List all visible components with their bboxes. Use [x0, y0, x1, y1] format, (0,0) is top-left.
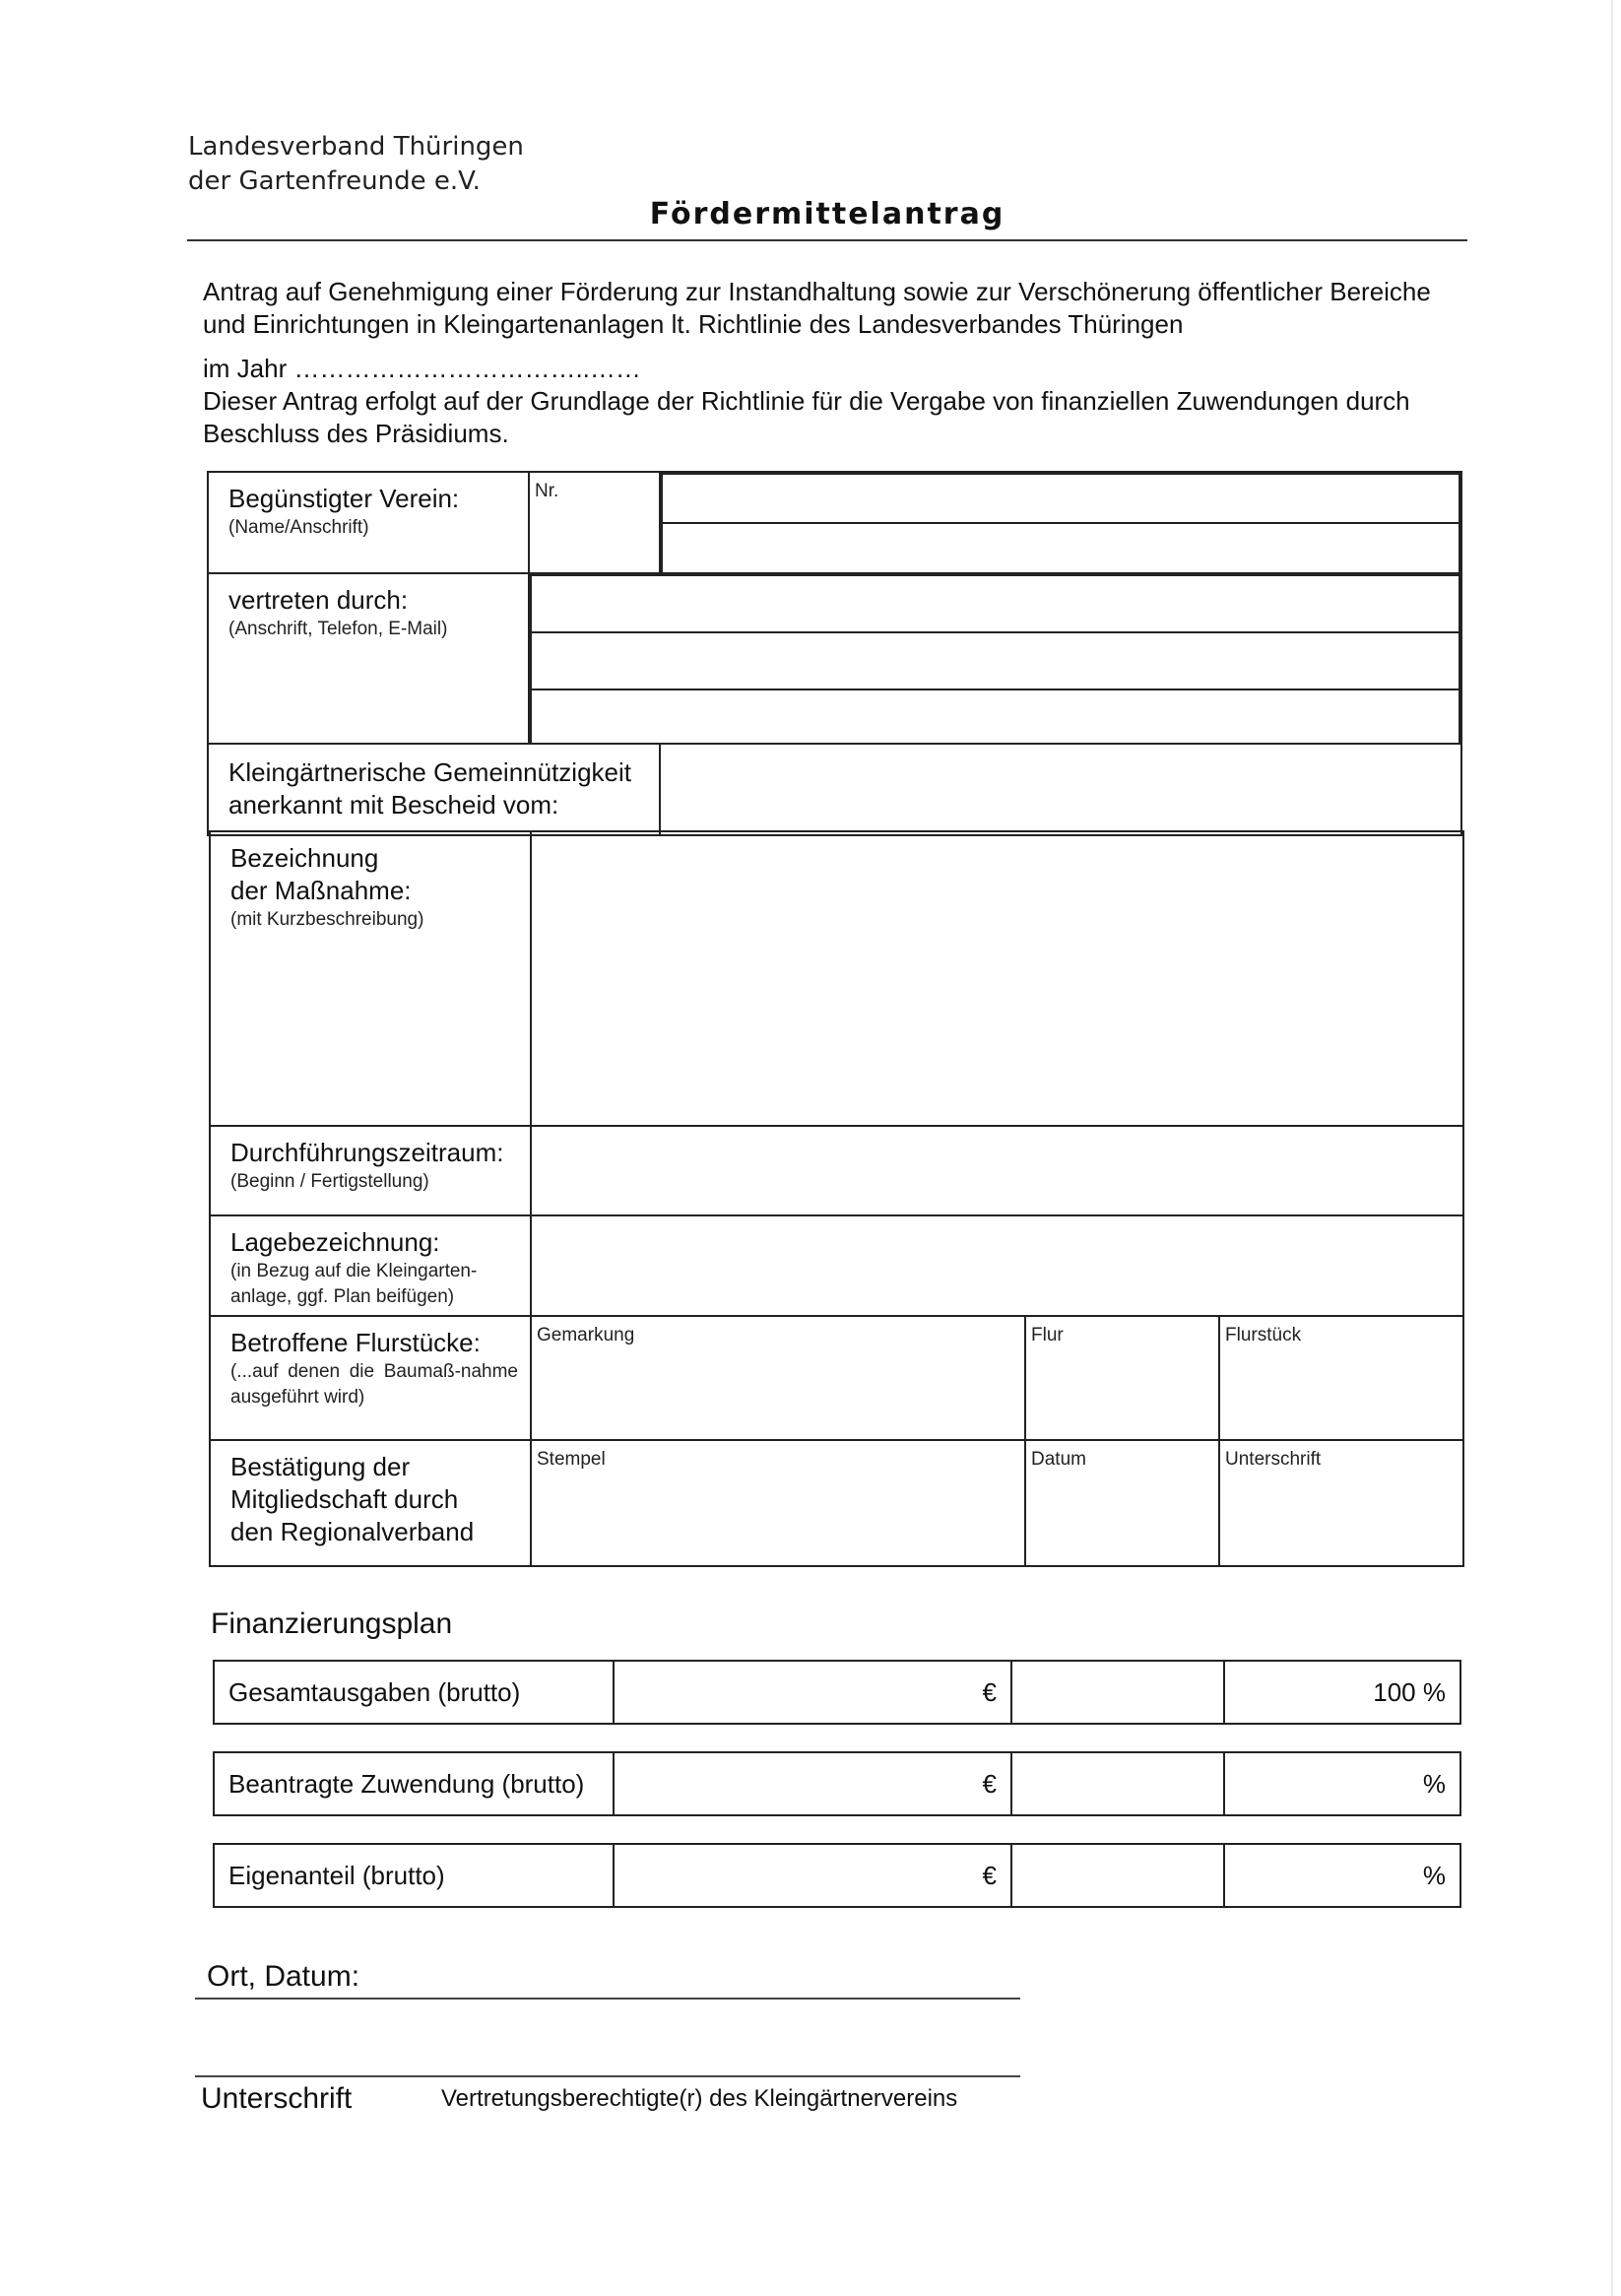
place-date-label: Ort, Datum: — [207, 1960, 360, 1993]
signature-line[interactable] — [195, 2075, 1020, 2077]
flurstueck-label: Flurstück — [1225, 1325, 1302, 1345]
represented-label: vertreten durch: — [228, 585, 409, 615]
confirm-label: Bestätigung der Mitgliedschaft durch den Regionalverband — [230, 1452, 475, 1546]
measure-hint: (mit Kurzbeschreibung) — [230, 909, 424, 930]
flurstueck-field[interactable] — [1219, 1316, 1463, 1440]
amount-extra-field[interactable] — [1012, 1662, 1225, 1723]
parcels-label: Betroffene Flurstücke: — [230, 1328, 481, 1357]
gemarkung-field[interactable] — [531, 1316, 1025, 1440]
unterschrift-label: Unterschrift — [1225, 1449, 1322, 1470]
financing-label: Gesamtausgaben (brutto) — [215, 1662, 615, 1723]
scan-edge — [1611, 0, 1613, 2296]
application-form-bottom — [209, 830, 1464, 1567]
stempel-label: Stempel — [537, 1449, 606, 1470]
intro-paragraph-1: Antrag auf Genehmigung einer Förderung zur Instandhaltung sowie zur Verschönerung öffentlicher Bereiche und Einrichtungen in Kleingartenanlagen lt. Richtlinie des Landesverbandes Thüringen — [203, 277, 1431, 339]
period-hint: (Beginn / Fertigstellung) — [230, 1171, 429, 1192]
amount-field[interactable]: € — [615, 1662, 1012, 1723]
amount-field[interactable]: € — [615, 1845, 1012, 1906]
year-line[interactable]: im Jahr ……………………………..…… — [203, 354, 641, 383]
measure-description-field[interactable] — [531, 831, 1463, 1126]
header-divider — [187, 239, 1467, 241]
stempel-field[interactable] — [531, 1440, 1025, 1566]
datum-field[interactable] — [1025, 1440, 1219, 1566]
represented-fields — [529, 573, 1461, 744]
financing-row-total — [213, 1660, 1461, 1725]
parcels-hint: (...auf denen die Baumaß-nahme ausgeführt wird) — [230, 1361, 518, 1408]
unterschrift-field[interactable] — [1219, 1440, 1463, 1566]
nr-label: Nr. — [535, 481, 559, 501]
financing-row-requested — [213, 1751, 1461, 1816]
percent-field[interactable]: % — [1422, 1860, 1446, 1890]
nonprofit-label: Kleingärtnerische Gemeinnützigkeit anerkannt mit Bescheid vom: — [228, 757, 631, 820]
beneficiary-label-cell — [208, 472, 529, 573]
financing-label: Eigenanteil (brutto) — [215, 1845, 615, 1906]
amount-extra-field[interactable] — [1012, 1753, 1225, 1814]
period-field[interactable] — [531, 1126, 1463, 1215]
amount-field[interactable]: € — [615, 1753, 1012, 1814]
confirm-label-cell — [210, 1440, 531, 1566]
represented-hint: (Anschrift, Telefon, E-Mail) — [228, 619, 448, 639]
beneficiary-address-field[interactable] — [662, 523, 1459, 572]
representative-phone-field[interactable] — [531, 632, 1459, 689]
organization-name — [188, 130, 524, 199]
financing-title: Finanzierungsplan — [211, 1607, 453, 1640]
measure-label-line-2: der Maßnahme: — [230, 876, 412, 905]
intro-paragraph-2: Dieser Antrag erfolgt auf der Grundlage der Richtlinie für die Vergabe von finanziellen Zuwendungen durch Beschluss des Präsidiums. — [203, 386, 1410, 448]
beneficiary-fields — [660, 472, 1461, 573]
nonprofit-label-cell — [208, 744, 660, 835]
organization-line-2: der Gartenfreunde e.V. — [188, 166, 481, 196]
application-form-top — [207, 471, 1462, 836]
percent-field[interactable]: % — [1422, 1768, 1446, 1799]
financing-label: Beantragte Zuwendung (brutto) — [215, 1753, 615, 1814]
gemarkung-label: Gemarkung — [537, 1325, 635, 1345]
intro-text — [203, 276, 1473, 450]
parcels-label-cell — [210, 1316, 531, 1440]
financing-row-own-share — [213, 1843, 1461, 1908]
measure-label-cell — [210, 831, 531, 1126]
representative-email-field[interactable] — [531, 689, 1459, 743]
club-number-field[interactable] — [529, 472, 660, 573]
organization-line-1: Landesverband Thüringen — [188, 132, 524, 162]
location-field[interactable] — [531, 1215, 1463, 1316]
beneficiary-hint: (Name/Anschrift) — [228, 517, 369, 538]
signature-label: Unterschrift — [201, 2082, 353, 2115]
representative-address-field[interactable] — [531, 575, 1459, 632]
period-label-cell — [210, 1126, 531, 1215]
nonprofit-date-field[interactable] — [660, 744, 1461, 835]
document-title: Fördermittelantrag — [649, 197, 1005, 231]
location-label: Lagebezeichnung: — [230, 1227, 440, 1257]
measure-label-line-1: Bezeichnung — [230, 843, 379, 873]
flur-field[interactable] — [1025, 1316, 1219, 1440]
place-date-line[interactable] — [195, 1998, 1020, 2000]
flur-label: Flur — [1031, 1325, 1064, 1345]
represented-label-cell — [208, 573, 529, 744]
beneficiary-name-field[interactable] — [662, 474, 1459, 523]
period-label: Durchführungszeitraum: — [230, 1138, 504, 1167]
datum-label: Datum — [1031, 1449, 1086, 1470]
beneficiary-label: Begünstigter Verein: — [228, 484, 460, 513]
amount-extra-field[interactable] — [1012, 1845, 1225, 1906]
location-hint: (in Bezug auf die Kleingarten-anlage, ggf. Plan beifügen) — [230, 1261, 478, 1307]
percent-field[interactable]: 100 % — [1373, 1676, 1446, 1707]
location-label-cell — [210, 1215, 531, 1316]
representative-note: Vertretungsberechtigte(r) des Kleingärtnervereins — [441, 2085, 958, 2112]
